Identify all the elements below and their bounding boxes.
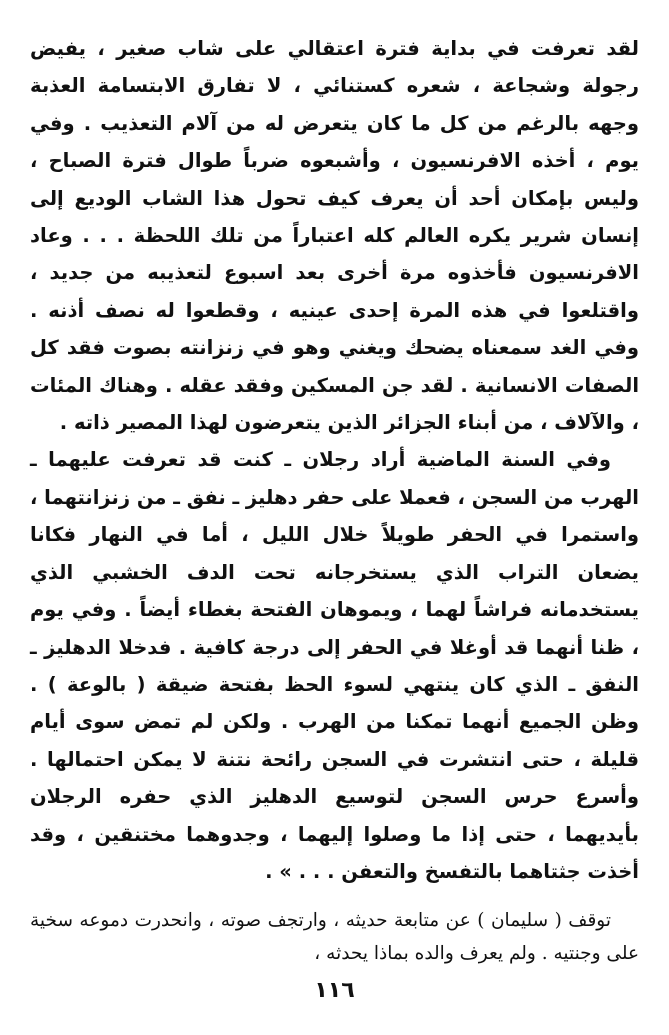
paragraph-narration: توقف ( سليمان ) عن متابعة حديثه ، وارتجف صوته ، وانحدرت دموعه سخية على وجنتيه . ولم يعرف والده بماذا يحدثه ، (30, 910, 639, 965)
page-number: ١١٦ (314, 978, 355, 1003)
narration-text-block (30, 904, 639, 970)
main-text-block (30, 30, 639, 890)
paragraph-escape-story: وفي السنة الماضية أراد رجلان ـ كنت قد تعرفت عليهما ـ الهرب من السجن ، فعملا على حفر دهليز ـ نفق ـ من زنزانتهما ، واستمرا في الحفر طويلاً خلال الليل ، أما في النهار فكانا يضعان التراب الذي يستخرجانه تحت الدف الخشبي الذي يستخدمانه فراشاً لهما ، ويموهان الفتحة بغطاء أيضاً . وفي يوم ، ظنا أنهما قد أوغلا في الحفر إلى درجة كافية . فدخلا الدهليز ـ النفق ـ الذي كان ينتهي لسوء الحظ بفتحة ضيقة ( بالوعة ) . وظن الجميع أنهما تمكنا من الهرب . ولكن لم تمض سوى أيام قليلة ، حتى انتشرت في السجن رائحة نتنة لا يمكن احتمالها . وأسرع حرس السجن لتوسيع الدهليز الذي حفره الرجلان بأيديهما ، حتى إذا ما وصلوا إليهما ، وجدوهما مختنقين ، وقد أخذت جثتاهما بالتفسخ والتعفن . . . » . (29, 448, 639, 883)
paragraph-prisoner-story: لقد تعرفت في بداية فترة اعتقالي على شاب صغير ، يفيض رجولة وشجاعة ، شعره كستنائي ، لا تفارق الابتسامة العذبة وجهه بالرغم من كل ما كان يتعرض له من آلام التعذيب . وفي يوم ، أخذه الافرنسيون ، وأشبعوه ضرباً طوال فترة الصباح ، وليس بإمكان أحد أن يعرف كيف تحول هذا الشاب الوديع إلى إنسان شرير يكره العالم كله اعتباراً من تلك اللحظة . . . وعاد الافرنسيون فأخذوه مرة أخرى بعد اسبوع لتعذيبه من جديد ، واقتلعوا في هذه المرة إحدى عينيه ، وقطعوا له نصف أذنه . وفي الغد سمعناه يضحك ويغني وهو في زنزانته بصوت فقد كل الصفات الانسانية . لقد جن المسكين وفقد عقله . وهناك المئات ، والآلاف ، من أبناء الجزائر الذين يتعرضون لهذا المصير ذاته . (30, 37, 639, 435)
